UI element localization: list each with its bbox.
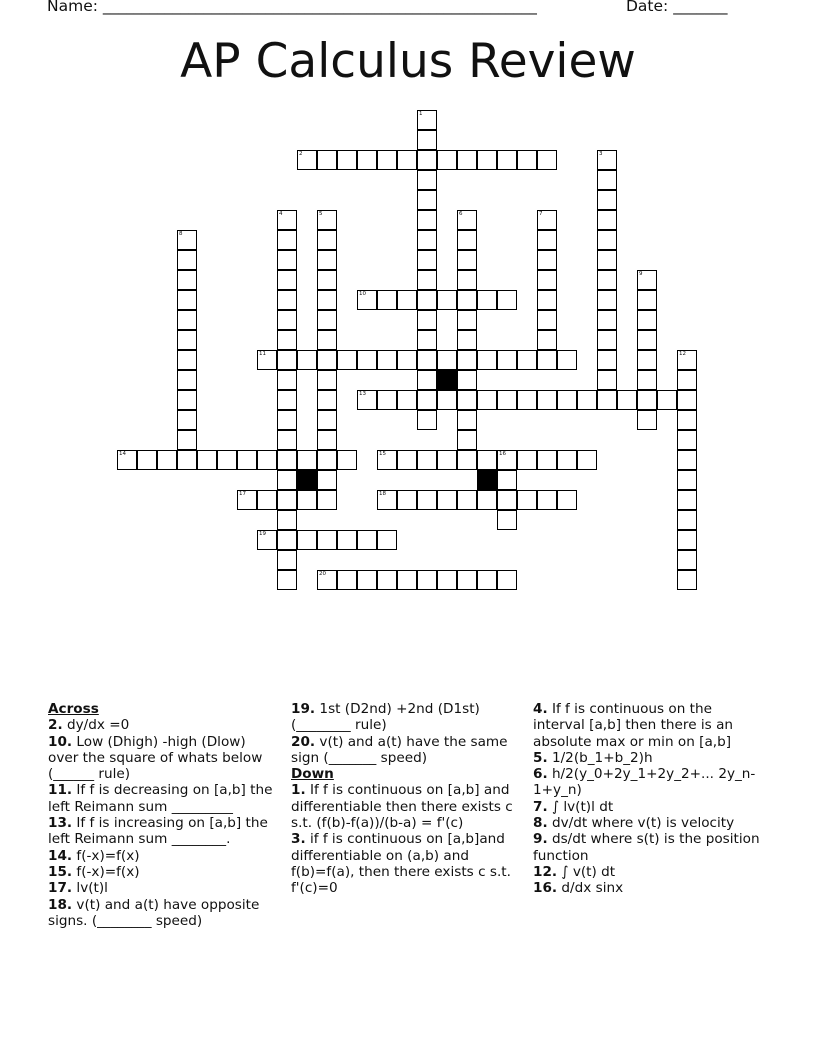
- crossword-cell[interactable]: [497, 150, 517, 170]
- crossword-cell[interactable]: [277, 390, 297, 410]
- clue-text: v(t) and a(t) have the same sign (_______ speed): [291, 733, 508, 766]
- crossword-cell[interactable]: [257, 450, 277, 470]
- clue-number: 10: [359, 291, 366, 297]
- crossword-cell[interactable]: [497, 350, 517, 370]
- crossword-cell[interactable]: [317, 290, 337, 310]
- crossword-cell[interactable]: [677, 490, 697, 510]
- crossword-cell[interactable]: [397, 450, 417, 470]
- crossword-cell[interactable]: [137, 450, 157, 470]
- crossword-cell[interactable]: [557, 390, 577, 410]
- crossword-cell[interactable]: [277, 310, 297, 330]
- crossword-cell[interactable]: [557, 350, 577, 370]
- crossword-cell[interactable]: [457, 270, 477, 290]
- clue-text: v(t) and a(t) have opposite signs. (________ speed): [48, 896, 260, 929]
- crossword-cell[interactable]: [537, 290, 557, 310]
- crossword-cell[interactable]: [357, 150, 377, 170]
- clue-item: [291, 782, 523, 831]
- crossword-cell[interactable]: [417, 190, 437, 210]
- crossword-cell[interactable]: [317, 430, 337, 450]
- crossword-cell[interactable]: [277, 570, 297, 590]
- crossword-cell[interactable]: [437, 290, 457, 310]
- crossword-cell[interactable]: [517, 450, 537, 470]
- crossword-cell[interactable]: [397, 490, 417, 510]
- clue-text: Low (Dhigh) -high (Dlow) over the square of whats below (______ rule): [48, 733, 263, 783]
- crossword-cell[interactable]: [277, 490, 297, 510]
- crossword-cell[interactable]: [677, 510, 697, 530]
- crossword-cell[interactable]: [537, 230, 557, 250]
- crossword-cell[interactable]: [477, 390, 497, 410]
- crossword-cell[interactable]: [417, 490, 437, 510]
- crossword-cell[interactable]: [457, 450, 477, 470]
- crossword-cell[interactable]: [157, 450, 177, 470]
- crossword-cell[interactable]: [377, 150, 397, 170]
- crossword-cell[interactable]: [437, 350, 457, 370]
- crossword-cell[interactable]: [317, 310, 337, 330]
- crossword-cell[interactable]: [497, 490, 517, 510]
- crossword-cell[interactable]: [337, 350, 357, 370]
- clue-number-label: 3.: [291, 831, 306, 848]
- clue-number-label: 2.: [48, 717, 63, 734]
- black-square: [437, 370, 457, 390]
- crossword-cell[interactable]: [497, 470, 517, 490]
- crossword-cell[interactable]: [317, 490, 337, 510]
- crossword-cell[interactable]: [457, 290, 477, 310]
- crossword-cell[interactable]: [477, 350, 497, 370]
- clue-number-label: 20.: [291, 733, 316, 750]
- crossword-cell[interactable]: [617, 390, 637, 410]
- clue-text: 1st (D2nd) +2nd (D1st) (________ rule): [291, 701, 480, 734]
- crossword-cell[interactable]: [177, 290, 197, 310]
- clue-number-label: 10.: [48, 733, 73, 750]
- crossword-cell[interactable]: [317, 210, 337, 230]
- crossword-cell[interactable]: [277, 510, 297, 530]
- crossword-cell[interactable]: [377, 450, 397, 470]
- clue-number-label: 6.: [533, 766, 548, 783]
- crossword-cell[interactable]: [477, 490, 497, 510]
- crossword-cell[interactable]: [177, 410, 197, 430]
- crossword-cell[interactable]: [317, 350, 337, 370]
- clue-number-label: 13.: [48, 815, 73, 832]
- crossword-cell[interactable]: [417, 290, 437, 310]
- crossword-cell[interactable]: [417, 170, 437, 190]
- crossword-cell[interactable]: [497, 390, 517, 410]
- name-field: Name: ________________________________________________________: [47, 0, 537, 15]
- crossword-cell[interactable]: [257, 350, 277, 370]
- crossword-cell[interactable]: [277, 330, 297, 350]
- crossword-cell[interactable]: [497, 290, 517, 310]
- crossword-cell[interactable]: [457, 410, 477, 430]
- crossword-cell[interactable]: [277, 210, 297, 230]
- crossword-cell[interactable]: [457, 490, 477, 510]
- clue-number-label: 14.: [48, 847, 73, 864]
- clue-item: [533, 815, 765, 831]
- crossword-cell[interactable]: [537, 350, 557, 370]
- crossword-cell[interactable]: [297, 530, 317, 550]
- crossword-cell[interactable]: [357, 290, 377, 310]
- crossword-cell[interactable]: [597, 390, 617, 410]
- crossword-cell[interactable]: [457, 570, 477, 590]
- crossword-cell[interactable]: [277, 550, 297, 570]
- crossword-cell[interactable]: [457, 370, 477, 390]
- crossword-cell[interactable]: [417, 370, 437, 390]
- crossword-cell[interactable]: [177, 310, 197, 330]
- clue-item: [48, 864, 280, 880]
- crossword-cell[interactable]: [437, 150, 457, 170]
- crossword-cell[interactable]: [177, 390, 197, 410]
- crossword-cell[interactable]: [177, 330, 197, 350]
- crossword-cell[interactable]: [397, 290, 417, 310]
- clue-item: [48, 897, 280, 930]
- clue-number: 12: [679, 351, 686, 357]
- crossword-cell[interactable]: [497, 570, 517, 590]
- clue-item: [533, 864, 765, 880]
- crossword-cell[interactable]: [277, 370, 297, 390]
- crossword-cell[interactable]: [177, 230, 197, 250]
- crossword-cell[interactable]: [537, 390, 557, 410]
- crossword-cell[interactable]: [637, 390, 657, 410]
- clue-number-label: 19.: [291, 701, 316, 717]
- crossword-cell[interactable]: [337, 150, 357, 170]
- clue-column-1: [48, 701, 280, 929]
- crossword-cell[interactable]: [477, 450, 497, 470]
- crossword-cell[interactable]: [537, 150, 557, 170]
- clue-number: 17: [239, 491, 246, 497]
- crossword-cell[interactable]: [317, 470, 337, 490]
- crossword-cell[interactable]: [237, 490, 257, 510]
- crossword-cell[interactable]: [357, 390, 377, 410]
- crossword-cell[interactable]: [337, 570, 357, 590]
- crossword-cell[interactable]: [677, 430, 697, 450]
- crossword-cell[interactable]: [597, 370, 617, 390]
- clue-text: ∫ v(t) dt: [557, 863, 616, 880]
- crossword-cell[interactable]: [317, 390, 337, 410]
- crossword-cell[interactable]: [377, 390, 397, 410]
- crossword-cell[interactable]: [457, 250, 477, 270]
- clue-number-label: 15.: [48, 863, 73, 880]
- clue-item: [533, 750, 765, 766]
- clue-text: dv/dt where v(t) is velocity: [547, 815, 735, 832]
- clue-number-label: 5.: [533, 749, 548, 766]
- crossword-cell[interactable]: [317, 250, 337, 270]
- crossword-cell[interactable]: [597, 330, 617, 350]
- clue-item: [48, 815, 280, 848]
- crossword-cell[interactable]: [397, 350, 417, 370]
- crossword-cell[interactable]: [637, 350, 657, 370]
- clue-number: 20: [319, 571, 326, 577]
- crossword-cell[interactable]: [677, 470, 697, 490]
- crossword-cell[interactable]: [477, 290, 497, 310]
- crossword-cell[interactable]: [277, 250, 297, 270]
- crossword-cell[interactable]: [117, 450, 137, 470]
- crossword-cell[interactable]: [457, 350, 477, 370]
- crossword-cell[interactable]: [517, 390, 537, 410]
- crossword-cell[interactable]: [377, 530, 397, 550]
- crossword-cell[interactable]: [457, 430, 477, 450]
- crossword-cell[interactable]: [317, 150, 337, 170]
- crossword-cell[interactable]: [277, 350, 297, 370]
- crossword-cell[interactable]: [577, 390, 597, 410]
- crossword-cell[interactable]: [437, 570, 457, 590]
- crossword-cell[interactable]: [377, 350, 397, 370]
- clue-item: [533, 880, 765, 896]
- clue-number: 6: [459, 211, 463, 217]
- clue-text: If f is continuous on the interval [a,b] then there is an absolute max or min on [a,b]: [533, 701, 734, 750]
- crossword-cell[interactable]: [637, 290, 657, 310]
- crossword-cell[interactable]: [177, 450, 197, 470]
- crossword-cell[interactable]: [317, 330, 337, 350]
- crossword-cell[interactable]: [317, 570, 337, 590]
- crossword-cell[interactable]: [277, 430, 297, 450]
- crossword-cell[interactable]: [677, 350, 697, 370]
- crossword-cell[interactable]: [497, 450, 517, 470]
- clue-text: If f is continuous on [a,b] and differentiable then there exists c s.t. (f(b)-f(a))/(b-a) = f'(c): [291, 782, 513, 832]
- crossword-cell[interactable]: [657, 390, 677, 410]
- crossword-cell[interactable]: [417, 570, 437, 590]
- crossword-cell[interactable]: [337, 450, 357, 470]
- crossword-cell[interactable]: [417, 270, 437, 290]
- crossword-cell[interactable]: [597, 290, 617, 310]
- clue-item: [48, 717, 280, 733]
- down-heading: Down: [291, 766, 334, 783]
- clue-item: [533, 799, 765, 815]
- crossword-cell[interactable]: [457, 310, 477, 330]
- crossword-cell[interactable]: [597, 190, 617, 210]
- crossword-cell[interactable]: [537, 450, 557, 470]
- crossword-cell[interactable]: [537, 310, 557, 330]
- crossword-cell[interactable]: [677, 370, 697, 390]
- clue-item: [533, 766, 765, 799]
- clue-number: 5: [319, 211, 323, 217]
- clue-number-label: 17.: [48, 880, 73, 897]
- crossword-cell[interactable]: [557, 450, 577, 470]
- clue-number-label: 1.: [291, 782, 306, 799]
- crossword-cell[interactable]: [497, 510, 517, 530]
- crossword-cell[interactable]: [457, 210, 477, 230]
- clue-column-3: [533, 701, 765, 897]
- crossword-cell[interactable]: [217, 450, 237, 470]
- crossword-cell[interactable]: [297, 490, 317, 510]
- crossword-cell[interactable]: [177, 350, 197, 370]
- crossword-cell[interactable]: [457, 150, 477, 170]
- crossword-cell[interactable]: [397, 390, 417, 410]
- clue-number-label: 12.: [533, 863, 558, 880]
- crossword-cell[interactable]: [637, 310, 657, 330]
- black-square: [297, 470, 317, 490]
- crossword-cell[interactable]: [597, 350, 617, 370]
- clue-item: [291, 831, 523, 896]
- crossword-cell[interactable]: [417, 390, 437, 410]
- clue-item: [48, 734, 280, 783]
- crossword-cell[interactable]: [677, 570, 697, 590]
- crossword-cell[interactable]: [677, 390, 697, 410]
- crossword-cell[interactable]: [417, 250, 437, 270]
- crossword-cell[interactable]: [417, 410, 437, 430]
- crossword-cell[interactable]: [277, 530, 297, 550]
- crossword-cell[interactable]: [437, 490, 457, 510]
- crossword-cell[interactable]: [317, 230, 337, 250]
- clue-number: 13: [359, 391, 366, 397]
- crossword-cell[interactable]: [417, 210, 437, 230]
- clue-text: dy/dx =0: [62, 717, 130, 734]
- crossword-cell[interactable]: [357, 350, 377, 370]
- crossword-cell[interactable]: [397, 570, 417, 590]
- crossword-cell[interactable]: [597, 250, 617, 270]
- clue-text: lv(t)l: [72, 880, 108, 897]
- crossword-cell[interactable]: [257, 490, 277, 510]
- clue-number-label: 8.: [533, 815, 548, 832]
- clue-text: 1/2(b_1+b_2)h: [547, 749, 653, 766]
- crossword-cell[interactable]: [677, 450, 697, 470]
- clue-number-label: 4.: [533, 701, 548, 717]
- clue-number: 11: [259, 351, 266, 357]
- clue-text: d/dx sinx: [557, 880, 624, 897]
- crossword-cell[interactable]: [417, 130, 437, 150]
- clue-number-label: 18.: [48, 896, 73, 913]
- crossword-cell[interactable]: [677, 550, 697, 570]
- crossword-cell[interactable]: [417, 150, 437, 170]
- crossword-cell[interactable]: [297, 150, 317, 170]
- crossword-cell[interactable]: [277, 410, 297, 430]
- crossword-cell[interactable]: [457, 330, 477, 350]
- crossword-cell[interactable]: [597, 210, 617, 230]
- clue-number-label: 16.: [533, 880, 558, 897]
- crossword-cell[interactable]: [417, 230, 437, 250]
- crossword-cell[interactable]: [377, 490, 397, 510]
- crossword-cell[interactable]: [477, 570, 497, 590]
- crossword-cell[interactable]: [597, 230, 617, 250]
- clue-number: 18: [379, 491, 386, 497]
- clue-number: 15: [379, 451, 386, 457]
- clue-number: 16: [499, 451, 506, 457]
- crossword-cell[interactable]: [417, 110, 437, 130]
- crossword-cell[interactable]: [277, 470, 297, 490]
- crossword-cell[interactable]: [597, 270, 617, 290]
- clue-number: 19: [259, 531, 266, 537]
- clue-number: 8: [179, 231, 183, 237]
- crossword-cell[interactable]: [277, 230, 297, 250]
- crossword-cell[interactable]: [277, 290, 297, 310]
- crossword-cell[interactable]: [377, 290, 397, 310]
- crossword-cell[interactable]: [237, 450, 257, 470]
- crossword-cell[interactable]: [317, 270, 337, 290]
- crossword-cell[interactable]: [317, 450, 337, 470]
- crossword-cell[interactable]: [417, 310, 437, 330]
- crossword-cell[interactable]: [417, 450, 437, 470]
- crossword-cell[interactable]: [177, 370, 197, 390]
- across-heading: Across: [48, 701, 99, 717]
- clue-number: 1: [419, 111, 423, 117]
- crossword-cell[interactable]: [557, 490, 577, 510]
- crossword-cell[interactable]: [417, 330, 437, 350]
- crossword-cell[interactable]: [437, 450, 457, 470]
- crossword-cell[interactable]: [297, 350, 317, 370]
- clue-column-2: [291, 701, 523, 897]
- crossword-cell[interactable]: [417, 350, 437, 370]
- black-square: [477, 470, 497, 490]
- crossword-cell[interactable]: [537, 270, 557, 290]
- clue-item: [291, 734, 523, 767]
- crossword-cell[interactable]: [337, 530, 357, 550]
- crossword-cell[interactable]: [277, 270, 297, 290]
- crossword-cell[interactable]: [637, 330, 657, 350]
- crossword-cell[interactable]: [197, 450, 217, 470]
- clue-item: [533, 831, 765, 864]
- crossword-cell[interactable]: [317, 410, 337, 430]
- clue-number: 3: [599, 151, 603, 157]
- crossword-cell[interactable]: [517, 490, 537, 510]
- crossword-cell[interactable]: [277, 450, 297, 470]
- clue-text: f(-x)=f(x): [72, 847, 140, 864]
- crossword-cell[interactable]: [517, 150, 537, 170]
- clue-text: If f is decreasing on [a,b] the left Reimann sum _________: [48, 782, 273, 815]
- clue-number-label: 7.: [533, 798, 548, 815]
- crossword-cell[interactable]: [177, 250, 197, 270]
- clue-item: [533, 701, 765, 750]
- crossword-cell[interactable]: [677, 410, 697, 430]
- crossword-cell[interactable]: [597, 310, 617, 330]
- clue-number-label: 9.: [533, 831, 548, 848]
- crossword-cell[interactable]: [537, 330, 557, 350]
- crossword-cell[interactable]: [537, 210, 557, 230]
- crossword-cell[interactable]: [537, 490, 557, 510]
- crossword-cell[interactable]: [517, 350, 537, 370]
- clue-text: If f is increasing on [a,b] the left Reimann sum ________.: [48, 815, 268, 848]
- crossword-cell[interactable]: [457, 230, 477, 250]
- crossword-cell[interactable]: [597, 170, 617, 190]
- crossword-cell[interactable]: [177, 270, 197, 290]
- clue-number: 2: [299, 151, 303, 157]
- clue-number: 9: [639, 271, 643, 277]
- date-field: Date: _______: [626, 0, 728, 15]
- crossword-cell[interactable]: [317, 530, 337, 550]
- clue-text: if f is continuous on [a,b]and differentiable on (a,b) and f(b)=f(a), then there exists c s.t. f'(c)=0: [291, 831, 511, 897]
- clue-text: h/2(y_0+2y_1+2y_2+... 2y_n-1+y_n): [533, 766, 756, 799]
- clue-text: f(-x)=f(x): [72, 863, 140, 880]
- clue-number: 14: [119, 451, 126, 457]
- crossword-cell[interactable]: [357, 530, 377, 550]
- clue-number-label: 11.: [48, 782, 73, 799]
- clue-item: [48, 782, 280, 815]
- crossword-cell[interactable]: [317, 370, 337, 390]
- crossword-cell[interactable]: [397, 150, 417, 170]
- clue-number: 7: [539, 211, 543, 217]
- crossword-cell[interactable]: [537, 250, 557, 270]
- clue-item: [48, 848, 280, 864]
- crossword-cell[interactable]: [577, 450, 597, 470]
- crossword-cell[interactable]: [637, 370, 657, 390]
- crossword-cell[interactable]: [477, 150, 497, 170]
- crossword-cell[interactable]: [637, 410, 657, 430]
- clue-item: [291, 701, 523, 734]
- crossword-cell[interactable]: [357, 570, 377, 590]
- crossword-cell[interactable]: [377, 570, 397, 590]
- clue-text: ds/dt where s(t) is the position function: [533, 831, 760, 864]
- clue-number: 4: [279, 211, 283, 217]
- crossword-cell[interactable]: [637, 270, 657, 290]
- crossword-cell[interactable]: [457, 390, 477, 410]
- crossword-cell[interactable]: [597, 150, 617, 170]
- clue-item: [48, 880, 280, 896]
- crossword-cell[interactable]: [257, 530, 277, 550]
- clue-text: ∫ lv(t)l dt: [547, 798, 614, 815]
- crossword-cell[interactable]: [297, 450, 317, 470]
- crossword-cell[interactable]: [437, 390, 457, 410]
- crossword-cell[interactable]: [677, 530, 697, 550]
- page-title: AP Calculus Review: [180, 34, 636, 89]
- crossword-cell[interactable]: [177, 430, 197, 450]
